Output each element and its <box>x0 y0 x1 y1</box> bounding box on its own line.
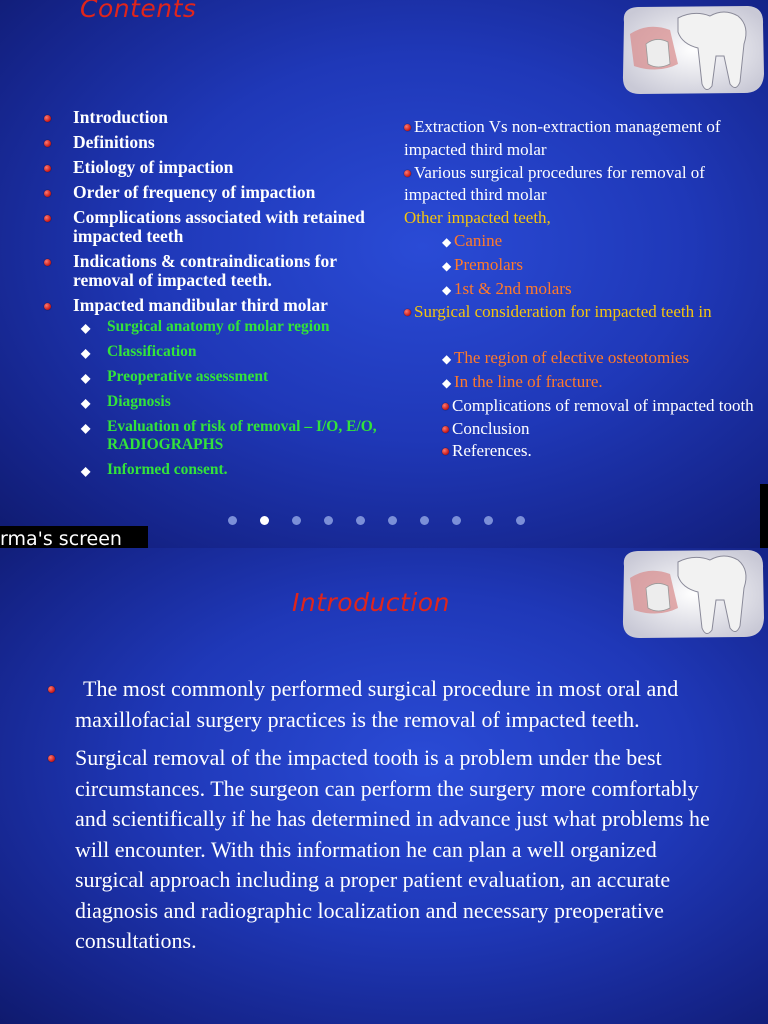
red-bullet-icon <box>404 124 411 131</box>
sub-item-label: Preoperative assessment <box>107 368 269 385</box>
diamond-bullet-icon: ◆ <box>442 352 452 367</box>
red-bullet-icon <box>404 309 411 316</box>
list-item <box>44 296 394 479</box>
screen-share-label: rma's screen <box>0 526 148 548</box>
sub-item-label: Diagnosis <box>107 393 171 410</box>
intro-bullets <box>48 674 728 965</box>
diamond-bullet-icon: ◆ <box>81 421 91 435</box>
diamond-bullet-icon: ◆ <box>81 396 91 410</box>
page-dot[interactable] <box>292 516 301 525</box>
right-item <box>404 395 768 418</box>
slide-title: Contents <box>80 0 197 23</box>
page-dot[interactable] <box>324 516 333 525</box>
contents-left-list <box>44 108 394 486</box>
right-item-text: Conclusion <box>452 418 530 438</box>
list-item <box>44 183 394 202</box>
pagination-dots <box>228 516 525 525</box>
item-label: Complications associated with retained impacted teeth <box>73 207 365 246</box>
item-label: Impacted mandibular third molar <box>73 295 328 315</box>
item-label: Order of frequency of impaction <box>73 182 316 202</box>
list-item <box>44 208 394 246</box>
diamond-bullet-icon: ◆ <box>442 258 452 273</box>
page-dot-active[interactable] <box>260 516 269 525</box>
red-bullet-icon <box>44 303 51 310</box>
right-item <box>404 440 768 463</box>
right-item-text: References. <box>452 441 532 461</box>
sub-item <box>81 461 394 479</box>
contents-right-list <box>404 116 768 463</box>
list-item <box>44 133 394 152</box>
red-bullet-icon <box>44 140 51 147</box>
page-dot[interactable] <box>356 516 365 525</box>
page-dot[interactable] <box>516 516 525 525</box>
right-item-text: Various surgical procedures for removal of impacted third molar <box>404 162 705 205</box>
right-sub-item <box>404 230 768 254</box>
sub-item-label: In the line of fracture. <box>454 371 603 391</box>
bullet-text: Surgical removal of the impacted tooth is a problem under the best circumstances. The surgeon can perform the surgery more comfortably and scientifically if he has determined in advance just what problems he will encounter. With this information he can plan a well organized surgical approach including a proper patient evaluation, an accurate diagnosis and radiographic localization and necessary preoperative consultations. <box>75 745 710 953</box>
bullet-text: The most commonly performed surgical procedure in most oral and maxillofacial surgery practices is the removal of impacted teeth. <box>75 676 679 732</box>
sub-item <box>81 343 394 361</box>
sub-item <box>81 318 394 336</box>
right-item <box>404 418 768 441</box>
red-bullet-icon <box>48 686 55 693</box>
other-teeth-heading: Other impacted teeth, <box>404 208 551 228</box>
red-bullet-icon <box>48 755 55 762</box>
sub-item <box>81 393 394 411</box>
sub-list <box>81 318 394 479</box>
red-bullet-icon <box>442 426 449 433</box>
right-sub-item <box>404 371 768 395</box>
item-label: Definitions <box>73 132 155 152</box>
diamond-bullet-icon: ◆ <box>81 371 91 385</box>
right-sub-item <box>404 254 768 278</box>
list-item <box>44 108 394 127</box>
sub-item <box>81 418 394 454</box>
diamond-bullet-icon: ◆ <box>81 321 91 335</box>
red-bullet-icon <box>404 170 411 177</box>
diamond-bullet-icon: ◆ <box>442 375 452 390</box>
diamond-bullet-icon: ◆ <box>442 282 452 297</box>
page-dot[interactable] <box>388 516 397 525</box>
sub-item-label: Surgical anatomy of molar region <box>107 318 330 335</box>
sub-item-label: 1st & 2nd molars <box>454 278 572 298</box>
item-label: Etiology of impaction <box>73 157 234 177</box>
right-item <box>404 301 768 324</box>
right-sub-item <box>404 278 768 302</box>
sub-item-label: Evaluation of risk of removal – I/O, E/O, RADIOGRAPHS <box>107 418 377 453</box>
edge-overlay <box>760 484 768 548</box>
right-item <box>404 116 768 162</box>
page-dot[interactable] <box>484 516 493 525</box>
item-label: Introduction <box>73 107 168 127</box>
diamond-bullet-icon: ◆ <box>81 346 91 360</box>
page-dot[interactable] <box>420 516 429 525</box>
red-bullet-icon <box>44 115 51 122</box>
sub-item-label: Premolars <box>454 254 523 274</box>
diamond-bullet-icon: ◆ <box>81 464 91 478</box>
list-item <box>44 252 394 290</box>
red-bullet-icon <box>44 215 51 222</box>
diamond-bullet-icon: ◆ <box>442 234 452 249</box>
item-label: Indications & contraindications for removal of impacted teeth. <box>73 251 337 290</box>
sub-item-label: Classification <box>107 343 197 360</box>
tooth-illustration <box>618 548 766 640</box>
right-item-text: Surgical consideration for impacted teeth in <box>414 302 712 322</box>
page-dot[interactable] <box>228 516 237 525</box>
red-bullet-icon <box>44 259 51 266</box>
sub-item-label: Canine <box>454 230 503 250</box>
tooth-illustration <box>618 4 766 96</box>
page-dot[interactable] <box>452 516 461 525</box>
introduction-slide <box>0 548 768 1024</box>
sub-item-label: Informed consent. <box>107 461 228 478</box>
red-bullet-icon <box>442 448 449 455</box>
right-item-text: Complications of removal of impacted tooth <box>452 395 754 415</box>
red-bullet-icon <box>44 165 51 172</box>
right-item-text: Extraction Vs non-extraction management of impacted third molar <box>404 117 721 159</box>
list-item <box>44 158 394 177</box>
right-item <box>404 162 768 208</box>
slide-title: Introduction <box>292 588 450 617</box>
list-item <box>48 674 728 735</box>
red-bullet-icon <box>442 403 449 410</box>
sub-item-label: The region of elective osteotomies <box>454 348 690 368</box>
sub-item <box>81 368 394 386</box>
list-item <box>48 743 728 957</box>
right-sub-item <box>404 347 768 371</box>
red-bullet-icon <box>44 190 51 197</box>
